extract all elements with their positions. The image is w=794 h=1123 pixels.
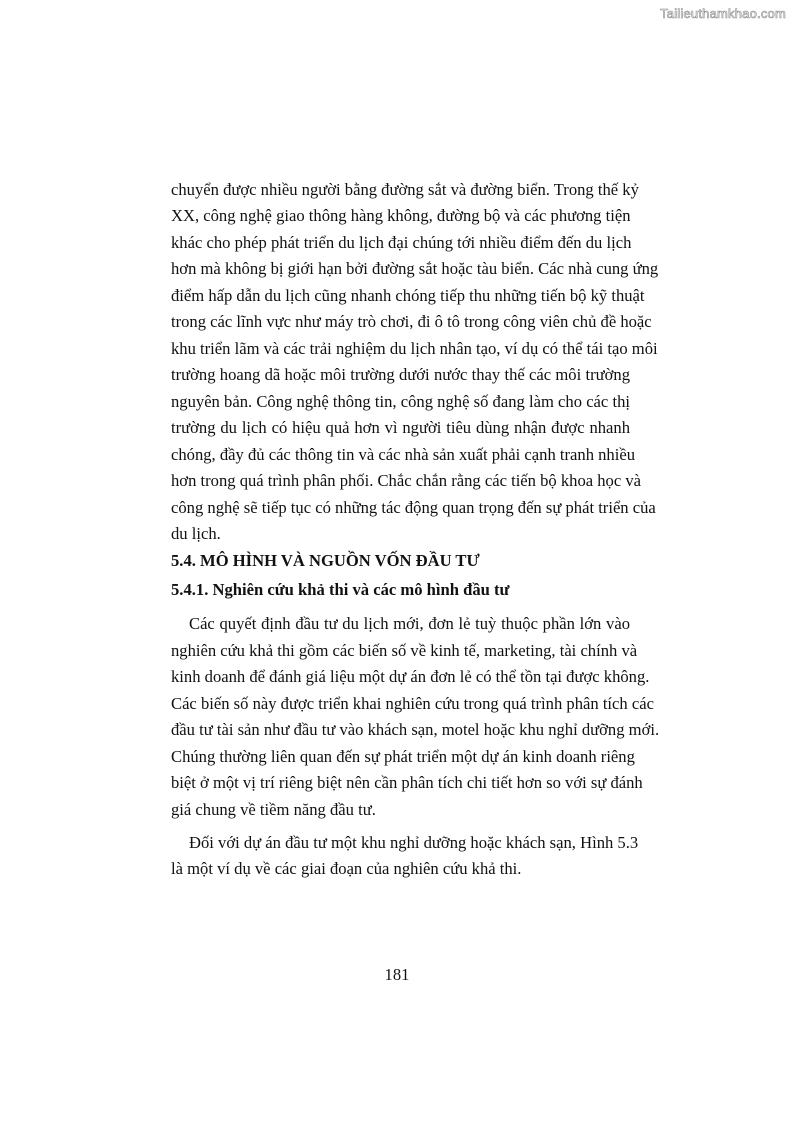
text-line: công nghệ sẽ tiếp tục có những tác động quan trọng đến sự phát triển của (171, 498, 656, 517)
text-line: khác cho phép phát triển du lịch đại chúng tới nhiều điểm đến du lịch (171, 233, 632, 252)
text-line: chuyển được nhiều người bằng đường sắt và đường biển. Trong thế kỷ (171, 180, 639, 199)
text-line: Đối với dự án đầu tư một khu nghỉ dưỡng hoặc khách sạn, Hình 5.3 (189, 833, 639, 852)
text-line: Các quyết định đầu tư du lịch mới, đơn lẻ tuỳ thuộc phần lớn vào (189, 614, 630, 633)
section-heading: 5.4. MÔ HÌNH VÀ NGUỒN VỐN ĐẦU TƯ (171, 551, 480, 570)
text-line: kinh doanh để đánh giá liệu một dự án đơn lẻ có thể tồn tại được không. (171, 667, 650, 686)
text-line: điểm hấp dẫn du lịch cũng nhanh chóng tiếp thu những tiến bộ kỹ thuật (171, 286, 645, 305)
text-line: hơn trong quá trình phân phối. Chắc chắn rằng các tiến bộ khoa học và (171, 471, 642, 490)
text-line: giá chung về tiềm năng đầu tư. (171, 800, 376, 819)
text-line: trường hoang dã hoặc môi trường dưới nước thay thế các môi trường (171, 365, 630, 384)
text-line: nghiên cứu khả thi gồm các biến số về kinh tế, marketing, tài chính và (171, 641, 638, 660)
watermark: Tailieuthamkhao.com (660, 6, 786, 21)
text-line: hơn mà không bị giới hạn bởi đường sắt hoặc tàu biển. Các nhà cung ứng (171, 259, 659, 278)
text-line: trong các lĩnh vực như máy trò chơi, đi ô tô trong công viên chủ đề hoặc (171, 312, 652, 331)
text-line: biệt ở một vị trí riêng biệt nên cần phân tích chi tiết hơn so với sự đánh (171, 773, 643, 792)
page-number: 181 (384, 965, 410, 984)
text-line: Chúng thường liên quan đến sự phát triển một dự án kinh doanh riêng (171, 747, 635, 766)
text-line: nguyên bản. Công nghệ thông tin, công nghệ số đang làm cho các thị (171, 392, 630, 411)
text-line: khu triển lãm và các trải nghiệm du lịch nhân tạo, ví dụ có thể tái tạo môi (171, 339, 658, 358)
text-line: trường du lịch có hiệu quả hơn vì người tiêu dùng nhận được nhanh (171, 418, 630, 437)
text-line: chóng, đầy đủ các thông tin và các nhà sản xuất phải cạnh tranh nhiều (171, 445, 636, 464)
text-line: Các biến số này được triển khai nghiên cứu trong quá trình phân tích các (171, 694, 654, 713)
text-line: XX, công nghệ giao thông hàng không, đường bộ và các phương tiện (171, 206, 631, 225)
text-line: là một ví dụ về các giai đoạn của nghiên cứu khả thi. (171, 859, 522, 878)
subsection-heading: 5.4.1. Nghiên cứu khả thi và các mô hình đầu tư (171, 580, 510, 599)
text-line: đầu tư tài sản như đầu tư vào khách sạn, motel hoặc khu nghỉ dưỡng mới. (171, 720, 660, 739)
text-line: du lịch. (171, 524, 221, 543)
